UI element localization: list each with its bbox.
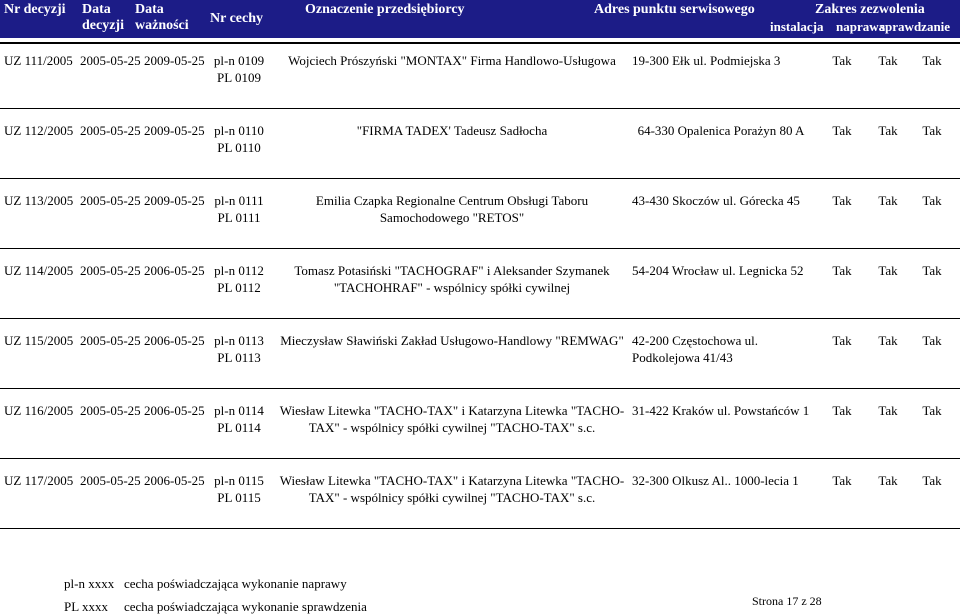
cell-adres: 31-422 Kraków ul. Powstańców 1 — [632, 403, 810, 418]
header-data-waznosci-top: Data — [135, 2, 164, 17]
header-oznaczenie: Oznaczenie przedsiębiorcy — [305, 2, 465, 17]
cell-naprawa: Tak — [878, 123, 898, 138]
cell-data-decyzji: 2005-05-25 — [80, 193, 141, 208]
cell-sprawdzanie: Tak — [922, 403, 942, 418]
cell-oznaczenie: Wiesław Litewka "TACHO-TAX" i Katarzyna Litewka "TACHO-TAX" - wspólnicy spółki cywilnej "TACHO-TAX" s.c. — [279, 473, 625, 505]
cell-naprawa: Tak — [878, 333, 898, 348]
cell-data-waznosci: 2006-05-25 — [144, 333, 205, 348]
cell-sprawdzanie: Tak — [922, 473, 942, 488]
header-data-decyzji-bottom: decyzji — [82, 18, 124, 33]
cell-data-waznosci: 2006-05-25 — [144, 263, 205, 278]
cell-adres: 64-330 Opalenica Porażyn 80 A — [637, 123, 805, 138]
cell-sprawdzanie: Tak — [922, 263, 942, 278]
cell-cecha-sprawdzenia: PL 0113 — [217, 350, 261, 365]
cell-cecha-sprawdzenia: PL 0112 — [217, 280, 261, 295]
cell-naprawa: Tak — [878, 193, 898, 208]
header-zakres: Zakres zezwolenia — [815, 2, 925, 17]
cell-sprawdzanie: Tak — [922, 193, 942, 208]
cell-cecha-naprawy: pl-n 0112 — [214, 263, 264, 278]
cell-nr-decyzji: UZ 116/2005 — [4, 403, 74, 418]
cell-cecha-sprawdzenia: PL 0109 — [217, 70, 261, 85]
header-rule — [0, 42, 960, 44]
header-sprawdzanie: sprawdzanie — [880, 19, 951, 34]
row-separator — [0, 318, 960, 319]
cell-instalacja: Tak — [832, 333, 852, 348]
cell-adres: 54-204 Wrocław ul. Legnicka 52 — [632, 263, 804, 278]
cell-data-decyzji: 2005-05-25 — [80, 123, 141, 138]
header-data-decyzji-top: Data — [82, 2, 111, 17]
cell-cecha-naprawy: pl-n 0115 — [214, 473, 264, 488]
row-separator — [0, 108, 960, 109]
cell-sprawdzanie: Tak — [922, 53, 942, 68]
cell-data-decyzji: 2005-05-25 — [80, 53, 141, 68]
cell-data-waznosci: 2009-05-25 — [144, 193, 205, 208]
cell-data-waznosci: 2006-05-25 — [144, 403, 205, 418]
cell-cecha-sprawdzenia: PL 0115 — [217, 490, 261, 505]
cell-data-decyzji: 2005-05-25 — [80, 263, 141, 278]
cell-naprawa: Tak — [878, 263, 898, 278]
cell-instalacja: Tak — [832, 263, 852, 278]
row-separator — [0, 178, 960, 179]
header-nr-cechy: Nr cechy — [210, 11, 263, 26]
legend-text-1: cecha poświadczająca wykonanie naprawy — [124, 576, 347, 591]
cell-oznaczenie: Mieczysław Sławiński Zakład Usługowo-Handlowy "REMWAG" — [280, 333, 624, 348]
cell-data-waznosci: 2009-05-25 — [144, 53, 205, 68]
header-instalacja: instalacja — [770, 19, 824, 34]
header-adres: Adres punktu serwisowego — [594, 2, 755, 17]
cell-nr-decyzji: UZ 112/2005 — [4, 123, 74, 138]
cell-instalacja: Tak — [832, 403, 852, 418]
cell-nr-decyzji: UZ 114/2005 — [4, 263, 74, 278]
cell-data-waznosci: 2009-05-25 — [144, 123, 205, 138]
legend-text-2: cecha poświadczająca wykonanie sprawdzenia — [124, 599, 367, 614]
cell-adres: 43-430 Skoczów ul. Górecka 45 — [632, 193, 800, 208]
cell-sprawdzanie: Tak — [922, 333, 942, 348]
table-header — [0, 0, 960, 38]
cell-cecha-naprawy: pl-n 0110 — [214, 123, 264, 138]
row-separator — [0, 388, 960, 389]
cell-cecha-naprawy: pl-n 0114 — [214, 403, 264, 418]
header-data-waznosci-bottom: ważności — [135, 18, 189, 33]
cell-naprawa: Tak — [878, 53, 898, 68]
cell-naprawa: Tak — [878, 403, 898, 418]
cell-instalacja: Tak — [832, 473, 852, 488]
cell-data-decyzji: 2005-05-25 — [80, 403, 141, 418]
cell-oznaczenie: Wiesław Litewka "TACHO-TAX" i Katarzyna Litewka "TACHO-TAX" - wspólnicy spółki cywilnej "TACHO-TAX" s.c. — [279, 403, 625, 435]
cell-nr-decyzji: UZ 115/2005 — [4, 333, 74, 348]
page-number: Strona 17 z 28 — [752, 594, 822, 608]
header-naprawa: naprawa — [836, 19, 886, 34]
row-separator — [0, 458, 960, 459]
cell-cecha-sprawdzenia: PL 0111 — [217, 210, 261, 225]
cell-oznaczenie: Wojciech Prószyński "MONTAX" Firma Handlowo-Usługowa — [288, 53, 616, 68]
cell-adres: 19-300 Ełk ul. Podmiejska 3 — [632, 53, 781, 68]
cell-data-waznosci: 2006-05-25 — [144, 473, 205, 488]
legend-code-1: pl-n xxxx — [64, 576, 115, 591]
cell-cecha-naprawy: pl-n 0113 — [214, 333, 264, 348]
cell-data-decyzji: 2005-05-25 — [80, 333, 141, 348]
cell-cecha-naprawy: pl-n 0111 — [214, 193, 264, 208]
cell-nr-decyzji: UZ 117/2005 — [4, 473, 74, 488]
row-separator — [0, 248, 960, 249]
cell-cecha-sprawdzenia: PL 0114 — [217, 420, 261, 435]
row-separator — [0, 528, 960, 529]
cell-nr-decyzji: UZ 113/2005 — [4, 193, 74, 208]
cell-instalacja: Tak — [832, 53, 852, 68]
cell-adres: 32-300 Olkusz Al.. 1000-lecia 1 — [632, 473, 799, 488]
cell-naprawa: Tak — [878, 473, 898, 488]
cell-oznaczenie: Emilia Czapka Regionalne Centrum Obsługi Taboru Samochodowego "RETOS" — [315, 193, 589, 225]
cell-adres: 42-200 Częstochowa ul. Podkolejowa 41/43 — [632, 333, 759, 365]
cell-cecha-naprawy: pl-n 0109 — [213, 53, 265, 68]
cell-oznaczenie: "FIRMA TADEX' Tadeusz Sadłocha — [356, 123, 548, 138]
legend-code-2: PL xxxx — [64, 599, 108, 614]
cell-instalacja: Tak — [832, 123, 852, 138]
cell-cecha-sprawdzenia: PL 0110 — [217, 140, 261, 155]
cell-sprawdzanie: Tak — [922, 123, 942, 138]
cell-instalacja: Tak — [832, 193, 852, 208]
cell-nr-decyzji: UZ 111/2005 — [4, 53, 73, 68]
cell-oznaczenie: Tomasz Potasiński "TACHOGRAF" i Aleksander Szymanek "TACHOHRAF" - wspólnicy spółki cywilnej — [294, 263, 610, 295]
cell-data-decyzji: 2005-05-25 — [80, 473, 141, 488]
header-nr-decyzji: Nr decyzji — [4, 2, 66, 17]
